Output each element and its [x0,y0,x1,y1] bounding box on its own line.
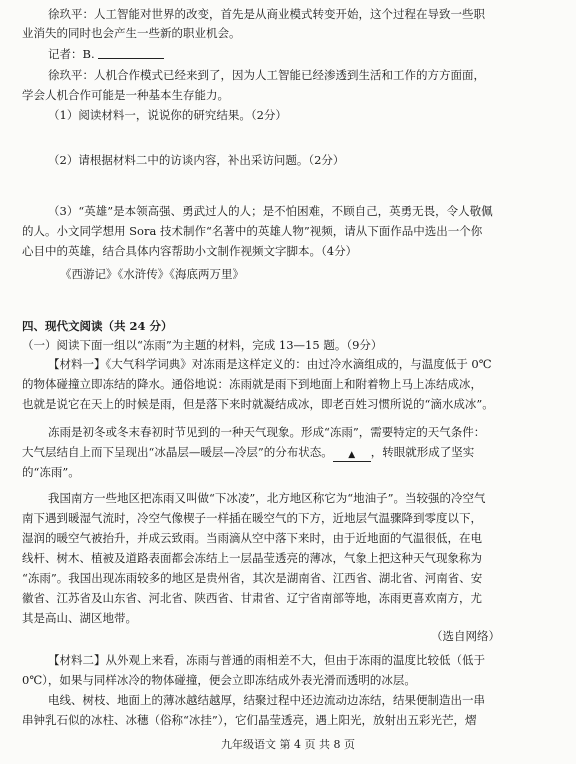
material1-p3-line1: 我国南方一些地区把冻雨又叫做“下冰凌”，北方地区称它为“地油子”。当较强的冷空气 [48,491,486,505]
interview-xu2-line2: 学会人机合作可能是一种基本生存能力。 [22,88,229,102]
material1-p2-line2 [22,444,552,462]
material1-p3-line7: 其是高山、湖区地带。 [22,611,137,625]
material2-line1: 【材料二】从外观上来看，冻雨与普通的雨相差不大，但由于冻雨的温度比较低（低于 [48,653,485,667]
reporter-label: 记者：B. [48,47,95,61]
material1-p2-line3: 的“冻雨”。 [22,465,80,479]
question-3-line1: （3）“英雄”是本领高强、勇武过人的人；是不怕困难，不顾自己，英勇无畏，令人敬佩 [48,204,493,218]
answer-blank[interactable] [98,47,164,59]
interview-xu2-line1: 徐玖平：人机合作模式已经来到了，因为人工智能已经渗透到生活和工作的方方面面， [48,68,485,82]
question-3-line2: 的人。小文同学想用 Sora 技术制作“名著中的英雄人物”视频，请从下面作品中选出一个你 [22,224,483,238]
material1-line3: 也就是说它在天上的时候是雨，但是落下来时就凝结成冰，即老百姓习惯所说的“滴水成冰”。 [22,397,494,411]
interview-xu-line2: 业消失的同时也会产生一些新的职业机会。 [22,26,241,40]
question-3-line3: 心目中的英雄，结合具体内容帮助小文制作视频文字脚本。（4分） [22,244,358,258]
material1-p3-line3: 湿润的暖空气被抬升，并成云致雨。当雨滴从空中落下来时，由于近地面的气温很低，在电 [22,531,482,545]
material2-line4: 串钟乳石似的冰柱、冰穗（俗称“冰挂”），它们晶莹透亮，遇上阳光，放射出五彩光芒，熠 [22,713,477,727]
material1-p2-line1: 冻雨是初冬或冬末春初时节见到的一种天气现象。形成“冻雨”，需要特定的天气条件： [48,425,486,439]
material2-line2: 0℃），如果与同样冰冷的物体碰撞，便会立即冻结成外表光滑而透明的冰层。 [22,673,416,687]
book-list: 《西游记》《水浒传》《海底两万里》 [60,267,244,281]
material2-line3: 电线、树枝、地面上的薄冰越结越厚，结聚过程中还边流动边冻结，结果便制造出一串 [48,693,485,707]
page-footer: 九年级语文 第 4 页 共 8 页 [221,738,355,751]
source-note: （选自网络） [431,629,500,643]
section-subheading: （一）阅读下面一组以“冻雨”为主题的材料，完成 13—15 题。（9分） [22,338,383,352]
material1-p3-line4: 线杆、树木、植被及道路表面都会冻结上一层晶莹透亮的薄冰，气象上把这种天气现象称为 [22,551,482,565]
material1-p3-line2: 南下遇到暖湿气流时，冷空气像楔子一样插在暖空气的下方，近地层气温骤降到零度以下， [22,511,482,525]
material1-line1: 【材料一】《大气科学词典》对冻雨是这样定义的：由过冷水滴组成的，与温度低于 0℃ [48,357,492,371]
material1-p2-text-a: 大气层结自上而下呈现出“冰晶层—暖层—冷层”的分布状态。 [22,445,333,459]
question-1: （1）阅读材料一，说说你的研究结果。（2分） [48,108,287,122]
question-2: （2）请根据材料二中的访谈内容，补出采访问题。（2分） [48,153,345,167]
material1-p3-line5: “冻雨”。我国出现冻雨较多的地区是贵州省，其次是湖南省、江西省、湖北省、河南省、安 [22,571,483,585]
section-heading: 四、现代文阅读（共 24 分） [22,319,173,333]
fill-blank-triangle[interactable]: ▲ [333,450,371,462]
interview-xu-line1: 徐玖平：人工智能对世界的改变，首先是从商业模式转变开始，这个过程在导致一些职 [48,7,485,21]
material1-p3-line6: 徽省、江苏省及山东省、河北省、陕西省、甘肃省、辽宁省南部等地，冻雨更喜欢南方，尤 [22,591,482,605]
material1-p2-text-b: ，转眼就形成了坚实 [370,445,475,459]
reporter-question-b [48,46,552,62]
material1-line2: 的物体碰撞立即冻结的降水。通俗地说：冻雨就是雨下到地面上和附着物上马上冻结成冰， [22,377,482,391]
